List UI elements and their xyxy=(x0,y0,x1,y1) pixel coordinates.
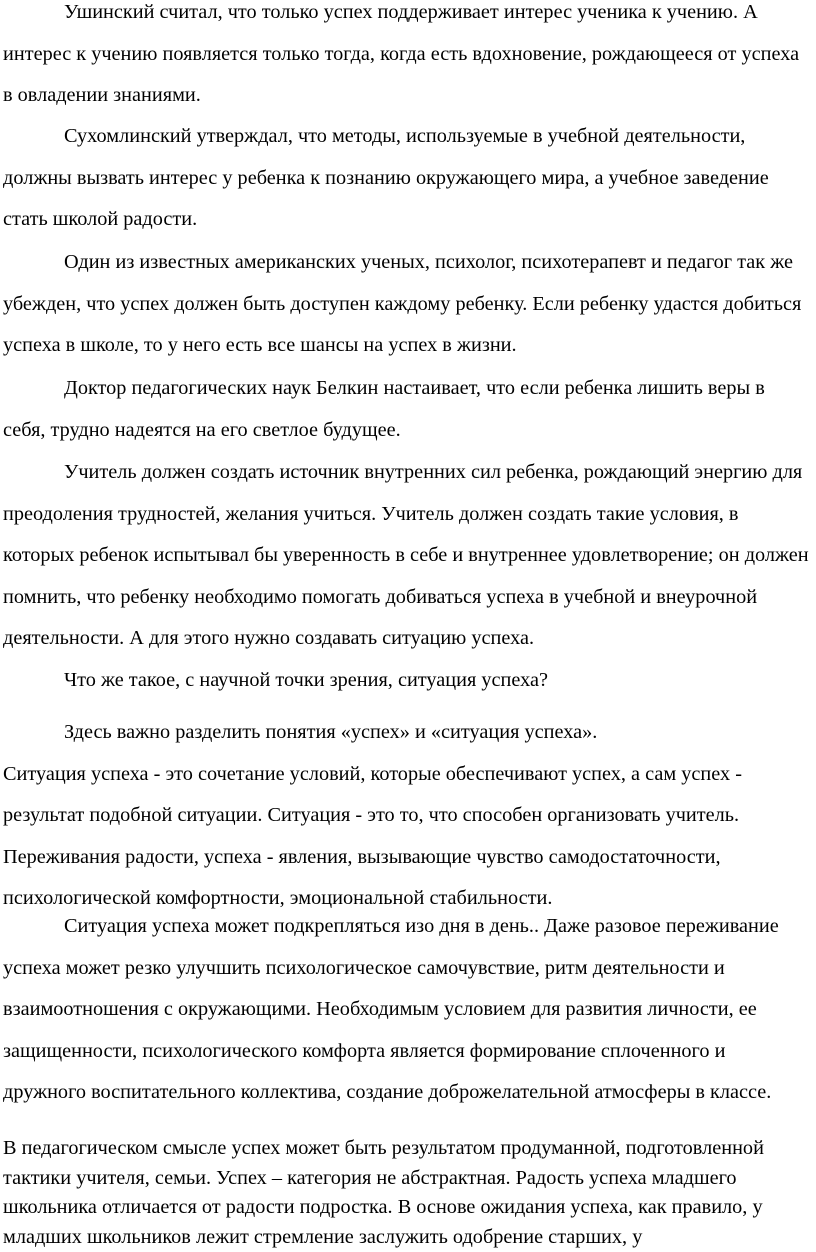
paragraph-belkin: Доктор педагогических наук Белкин настаивает, что если ребенка лишить веры в себя, трудно надеятся на его светлое будущее. xyxy=(3,377,765,441)
paragraph-daily-success: Ситуация успеха может подкрепляться изо дня в день.. Даже разовое переживание успеха может резко улучшить психологическое самочувствие, ритм деятельности и взаимоотношения с окружающими. Необходимым условием для развития личности, ее защищенности, психологического комфорта является формирование сплоченного и дружного воспитательного коллектива, создание доброжелательной атмосферы в классе. xyxy=(3,915,779,1103)
paragraph-teacher-role: Учитель должен создать источник внутренних сил ребенка, рождающий энергию для преодоления трудностей, желания учиться. Учитель должен создать такие условия, в которых ребенок испытывал бы уверенность в себе и внутреннее удовлетворение; он должен помнить, что ребенку необходимо помогать добиваться успеха в учебной и внеурочной деятельности. А для этого нужно создавать ситуацию успеха. xyxy=(3,461,809,649)
paragraph-definitions xyxy=(3,712,809,920)
paragraph-question: Что же такое, с научной точки зрения, ситуация успеха? xyxy=(64,669,548,691)
paragraph-pedagogical-sense: В педагогическом смысле успех может быть результатом продуманной, подготовленной тактики учителя, семьи. Успех – категория не абстрактная. Радость успеха младшего школьника отличается от радости подростка. В основе ожидания успеха, как правило, у младших школьников лежит стремление заслужить одобрение старших, у xyxy=(3,1137,764,1248)
paragraph-sukhomlinsky: Сухомлинский утверждал, что методы, используемые в учебной деятельности, должны вызвать интерес у ребенка к познанию окружающего мира, а учебное заведение стать школой радости. xyxy=(3,125,769,230)
paragraph-definitions-body: Ситуация успеха - это сочетание условий, которые обеспечивают успех, а сам успех - результат подобной ситуации. Ситуация - это то, что способен организовать учитель. Переживания радости, успеха - явления, вызывающие чувство самодостаточности, психологической комфортности, эмоциональной стабильности. xyxy=(3,762,742,909)
paragraph-american-scientist: Один из известных американских ученых, психолог, психотерапевт и педагог так же убежден, что успех должен быть доступен каждому ребенку. Если ребенку удастся добиться успеха в школе, то у него есть все шансы на успех в жизни. xyxy=(3,251,802,356)
paragraph-definitions-first-line: Здесь важно разделить понятия «успех» и «ситуация успеха». xyxy=(64,721,598,743)
paragraph-ushinsky: Ушинский считал, что только успех поддерживает интерес ученика к учению. А интерес к учению появляется только тогда, когда есть вдохновение, рождающееся от успеха в овладении знаниями. xyxy=(3,1,800,106)
